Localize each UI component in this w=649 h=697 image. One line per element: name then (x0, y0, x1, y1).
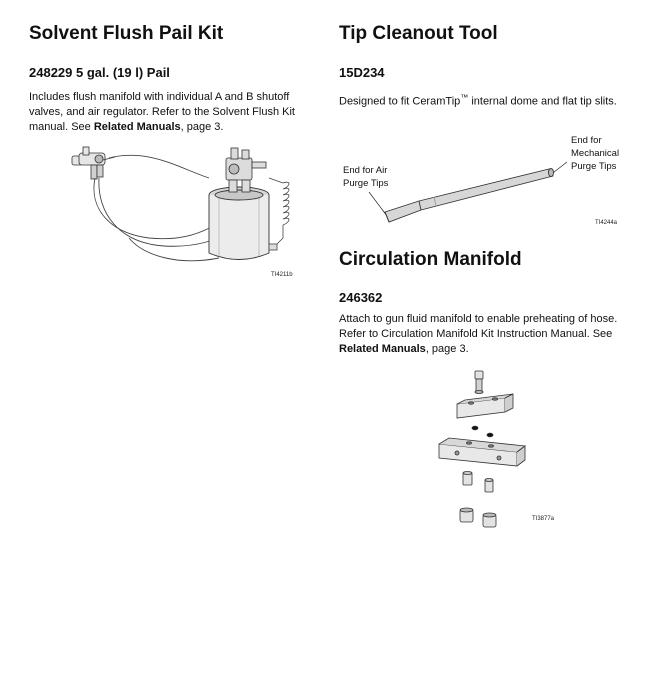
tip-cleanout-title: Tip Cleanout Tool (339, 23, 498, 44)
trademark-symbol: ™ (460, 93, 469, 102)
callout-mechanical-purge-end: End for Mechanical Purge Tips (571, 135, 620, 172)
o-rings-drawing (472, 426, 493, 437)
figure-id-ti4211b: TI4211b (271, 272, 293, 278)
tip-cleanout-description: Designed to fit CeramTip™ internal dome and flat tip slits. (339, 93, 617, 108)
related-manuals-link[interactable]: Related Manuals (93, 121, 181, 133)
circulation-manifold-illustration (435, 368, 565, 533)
circulation-manifold-description: Attach to gun fluid manifold to enable preheating of hose. Refer to Circulation Manifold Kit Instruction Manual. See Related Manuals, page 3. (339, 313, 618, 355)
solvent-flush-title: Solvent Flush Pail Kit (29, 23, 224, 44)
lower-manifold-block-drawing (439, 438, 525, 466)
tip-cleanout-tool-illustration (339, 150, 631, 230)
circulation-manifold-part-number: 246362 (339, 290, 383, 305)
tip-cleanout-part-number: 15D234 (339, 65, 385, 80)
cleanout-rod-drawing (385, 169, 554, 223)
solvent-flush-description: Includes flush manifold with individual A and B shutoff valves, and air regulator. Refer to the Solvent Flush Kit manual. See Related Manuals, page 3. (29, 91, 295, 133)
solvent-flush-part-number: 248229 5 gal. (19 l) Pail (29, 65, 170, 80)
figure-id-ti3877a: TI3877a (532, 516, 555, 522)
related-manuals-link-2[interactable]: Related Manuals (339, 343, 426, 355)
top-fitting-drawing (475, 371, 483, 394)
callout-air-purge-end: End for Air Purge Tips (343, 165, 389, 189)
lower-fittings-drawing (460, 472, 496, 528)
flush-manifold-drawing (226, 148, 266, 192)
spray-gun-drawing (72, 147, 115, 179)
upper-manifold-block-drawing (457, 394, 513, 418)
pail-drawing (209, 187, 269, 260)
circulation-manifold-title: Circulation Manifold (339, 249, 522, 270)
coiled-air-hose-drawing (269, 178, 289, 250)
solvent-flush-pail-illustration (69, 138, 309, 278)
figure-id-ti4244a: TI4244a (595, 220, 618, 226)
